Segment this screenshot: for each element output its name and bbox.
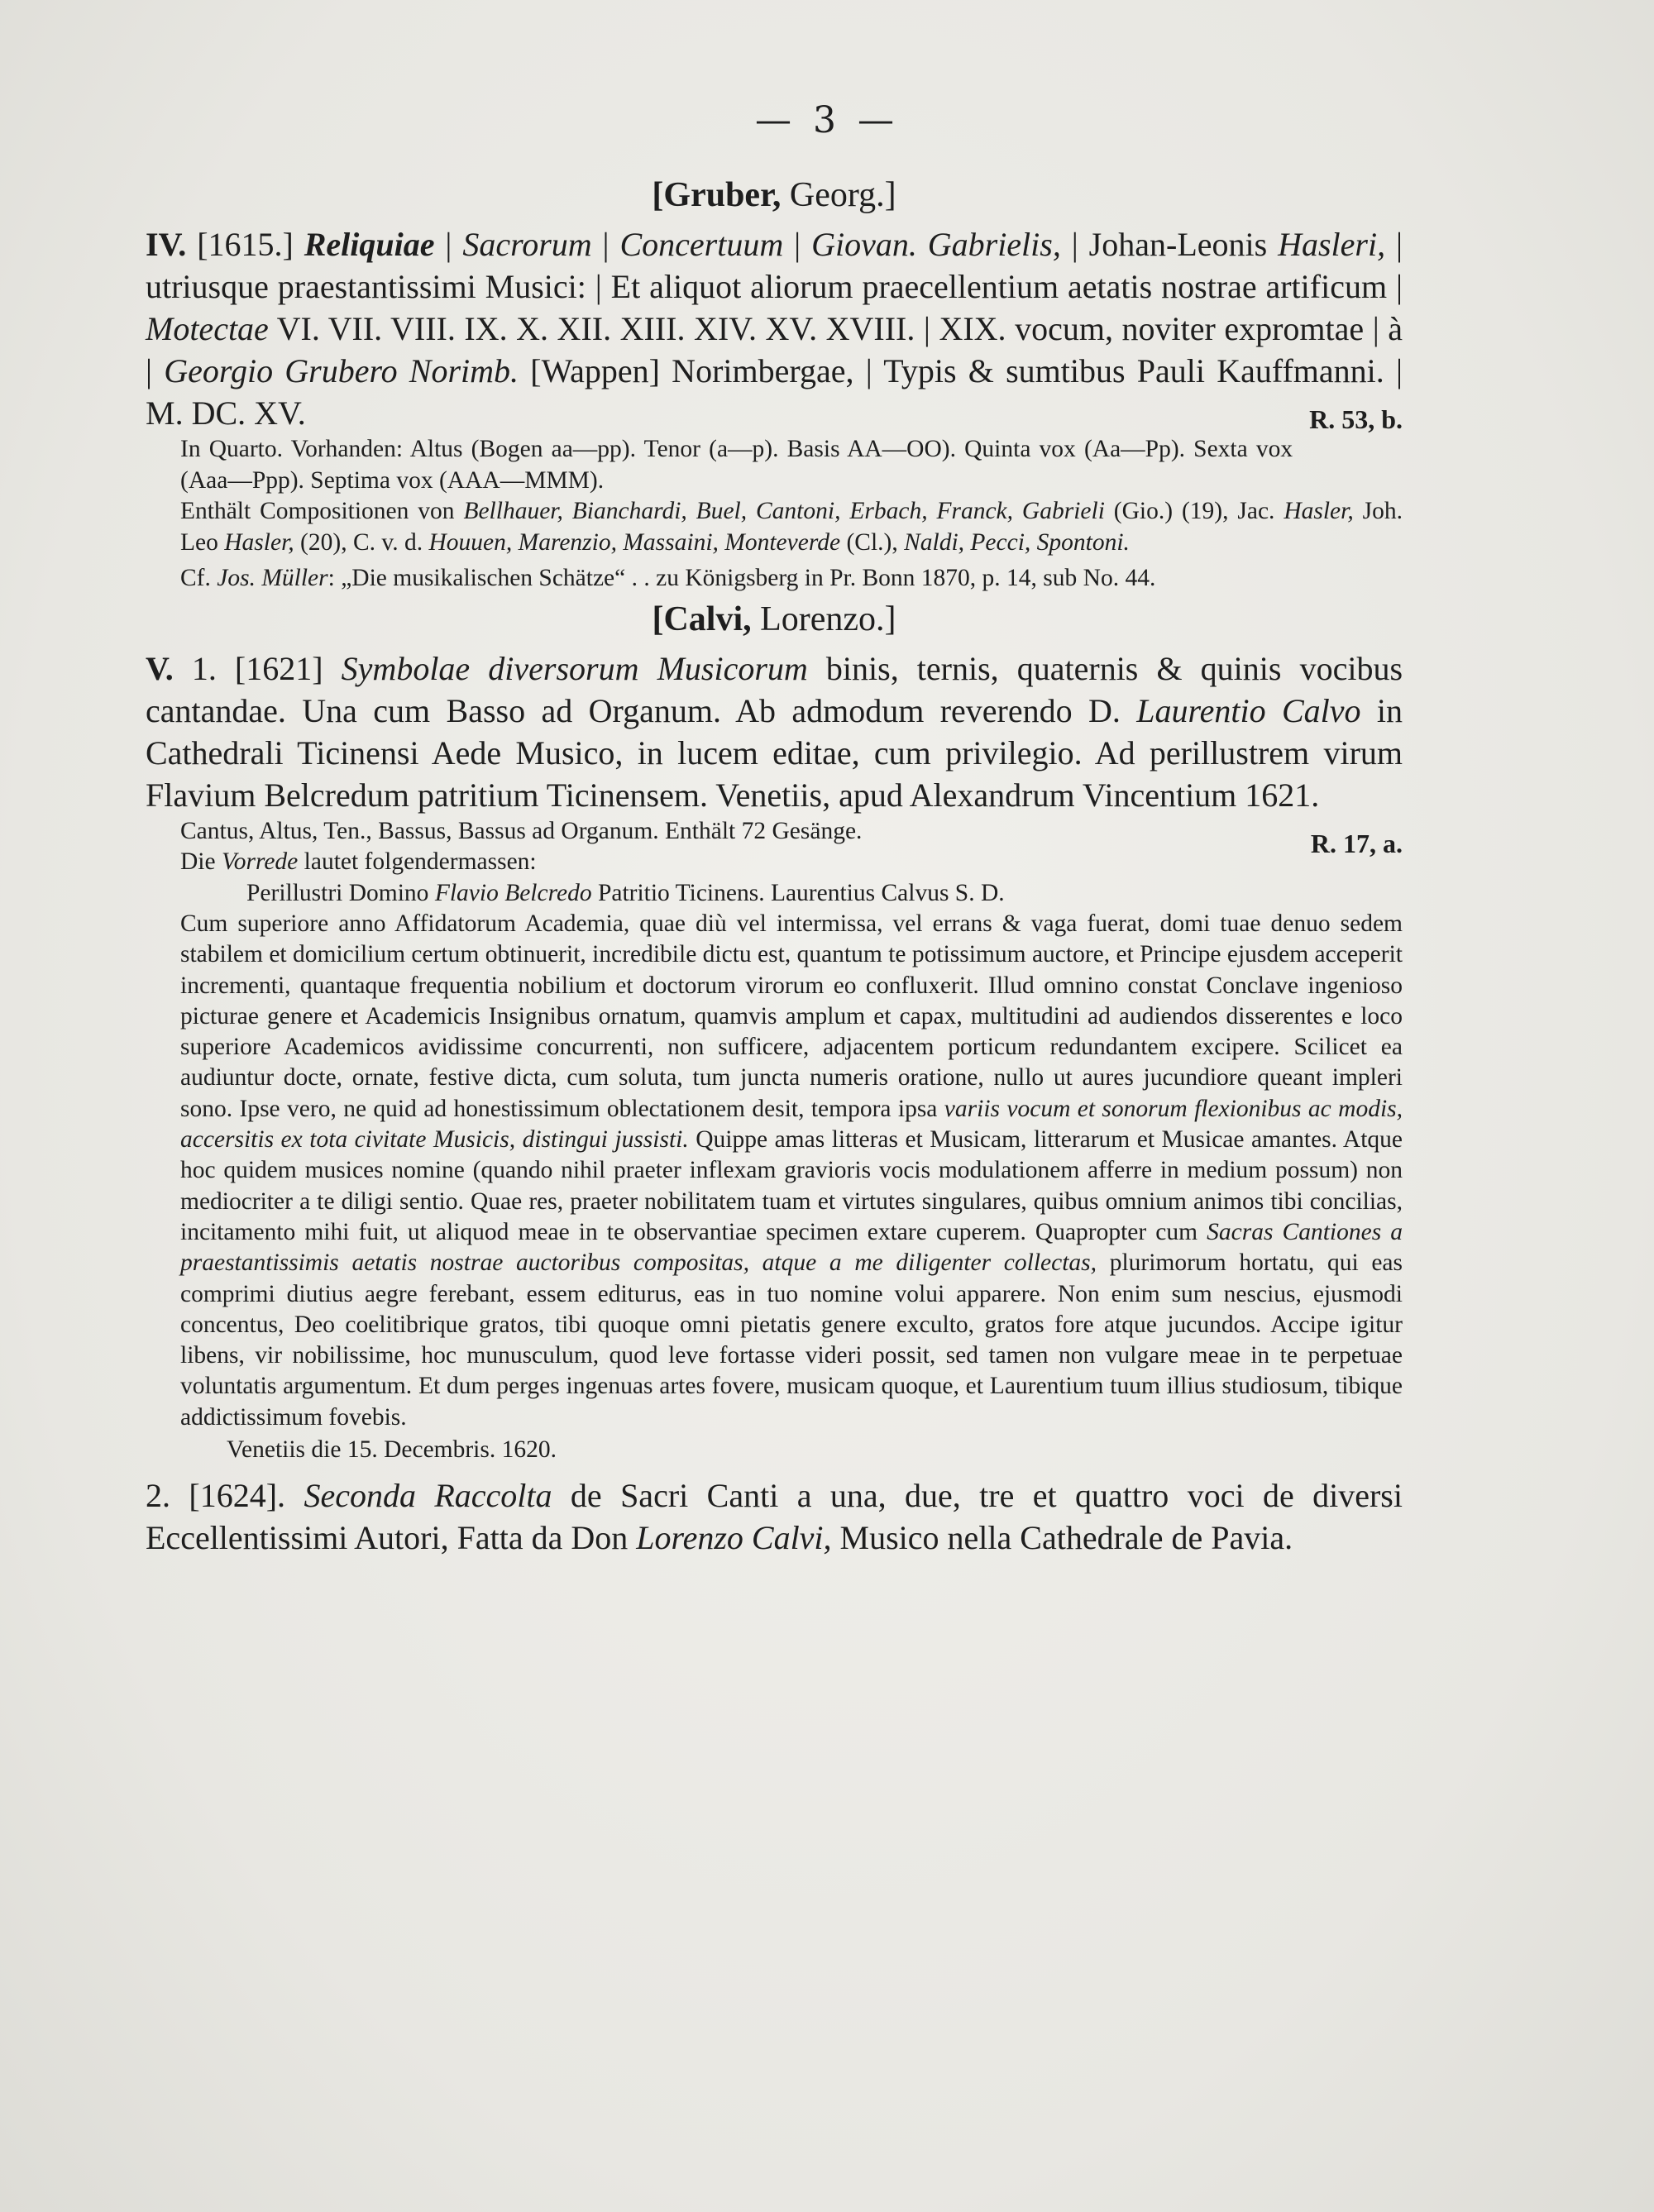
entry-iv-reference: R. 53, b. [1309,404,1403,434]
citation-author: Jos. Müller [217,565,328,591]
entry-v-1-text: binis, ternis, quaternis & quinis vocibus cantandae. Una cum Basso ad Organum. Ab admodum reverendo D. [146,649,1403,729]
entry-iv-title: Reliquiae [304,226,435,263]
entry-iv-text: | [434,226,463,263]
entry-v-1-title: Symbolae diversorum Musicorum [341,649,808,687]
entry-iv-sacrorum: Sacrorum [462,226,592,263]
heading-gruber-rest: Georg.] [781,176,896,214]
entry-v-2-title: Seconda Raccolta [304,1477,552,1515]
heading-calvi-rest: Lorenzo.] [751,600,896,638]
entry-v-1-voices: Cantus, Altus, Ten., Bassus, Bassus ad Organum. Enthält 72 Gesänge. [180,817,863,844]
entry-iv-text: | Johan-Leonis [1060,226,1279,263]
dedication-heading [146,878,1403,910]
composers-list-b: Houuen, Marenzio, Massaini, Monteverde [428,528,841,556]
entry-iv-georgio: Georgio Grubero Norimb. [164,352,519,389]
dedication-italic-2: Sacras Cantiones a praestantissimis aetatis nostrae auctoribus compositas, atque a me diligenter collectas, [180,1218,1403,1277]
citation-prefix: Cf. [180,565,218,591]
dedication-post: Patritio Ticinens. Laurentius Calvus S. D. [591,879,1005,906]
entry-iv-text: VI. VII. VIII. IX. X. XII. XIII. XIV. XV. XVIII. | XIX. vocum, noviter expromtae | à | [146,310,1403,389]
entry-iv-numeral: IV. [146,226,187,263]
composers-text: Joh. Leo [180,498,1403,556]
entry-v-1-text: in Cathedrali Ticinensi Aede Musico, in lucem editae, cum privilegio. Ad perillustrem virum Flavium Belcredum patritium Ticinensem. Venetiis, apud Alexandrum Vincentium 1621. [146,691,1403,814]
entry-v-2-number: 2. [1624]. [146,1477,304,1515]
entry-iv [146,223,1403,434]
vorrede-word: Vorrede [221,848,299,875]
composers-intro: Enthält Compositionen von [180,498,464,524]
page-content [146,170,1403,1559]
entry-iv-composers [146,496,1403,558]
composers-text: (Gio.) (19), Jac. [1104,498,1284,524]
entry-iv-concertuum: Concertuum [619,226,784,263]
author-heading-gruber [146,170,1403,220]
entry-iv-hasleri: Hasleri, [1278,226,1386,263]
entry-v-numeral: V. [146,649,174,687]
entry-v-1-number: 1. [1621] [173,649,342,687]
composers-list-c: Naldi, Pecci, Spontoni. [904,528,1130,556]
entry-iv-text: [Wappen] Norimbergae, | Typis & sumtibus Pauli Kauffmanni. | M. DC. XV. [146,352,1403,432]
entry-v-1-name: Laurentio Calvo [1136,691,1361,729]
dedication-part-2: Quippe amas litteras et Musicam, litterarum et Musicae amantes. Atque hoc quidem musices nomine (quando nihil praeter inflexam gravioris vocis modulationem afferre in medium possum) non mediocriter a te diligi sentio. Quae res, praeter nobilitatem tuam et virtutes singulares, quibus omnium animos tibi concilias, incitamento mihi fuit, ut aliquod meae in te observantiae specimen extare cuperem. Quapropter cum [180,1126,1403,1245]
entry-v-1-vorrede [146,847,1403,878]
entry-v-2-text: Musico nella Cathedrale de Pavia. [831,1519,1293,1557]
dedication-part-1: Cum superiore anno Affidatorum Academia, quae diù vel intermissa, vel errans & vaga fuerat, domi tuae denuo sedem stabilem et domicilium certum obtinuerit, incredibile dictu est, quantum te potissimum auctore, et Principe ejusdem acceperit incrementi, quantaque frequentia nobilium et doctorum virorum eo confluxerit. Illud omnino constat Conclave ingenioso picturae genere et Academicis Insignibus ornatum, quamvis amplum et capax, multitudini ad audiendos disserentes e loco superiore Academicos avidissime concurrenti, non sufficere, adjacentem porticum redundantem excipere. Scilicet ea audiuntur docte, ornate, festive dicta, cum soluta, tum juncta numeris oratione, nullo ut aures jucundiore queant impleri sono. Ipse vero, ne quid ad honestissimum oblectationem desit, tempora ipsa [180,910,1403,1122]
composers-text: (Cl.), [840,528,905,556]
composers-text: (20), C. v. d. [294,528,429,556]
composer-hasler-jac: Hasler, [1284,498,1354,524]
entry-iv-giovan: Giovan. Gabrielis, [811,226,1061,263]
author-heading-calvi [146,595,1403,644]
entry-iv-citation [146,563,1403,595]
entry-v-2-text: de Sacri Canti a una, due, tre et quattro voci de diversi Eccellentissimi Autori, Fatta da Don [146,1477,1403,1557]
dedication-italic-1: variis vocum et sonorum flexionibus ac modis, accersitis ex tota civitate Musicis, distingui jussisti. [180,1095,1403,1154]
entry-iv-text: | utriusque praestantissimi Musici: | Et aliquot aliorum praecellentium aetatis nostrae artificum | [146,226,1403,305]
vorrede-post: lautet folgendermassen: [298,848,537,875]
dedication-pre: Perillustri Domino [246,879,435,906]
entry-v-2-name: Lorenzo Calvi, [636,1519,832,1557]
heading-gruber-bold: [Gruber, [652,176,782,214]
composer-hasler-leo: Hasler, [224,528,294,556]
entry-iv-text: | [783,226,812,263]
composers-list-a: Bellhauer, Bianchardi, Buel, Cantoni, Erbach, Franck, Gabrieli [463,498,1105,524]
dedication-text [146,909,1403,1433]
page-number: — 3 — [755,99,899,141]
dedication-part-3: plurimorum hortatu, qui eas comprimi diutius aegre ferebant, essem editurus, eas in tuo nomine volui apparere. Non enim sum nescius, ejusmodi concentus, Deo coelitibrique gratos, tibi quoque omni pietatis genere exculto, gratos fore atque jucundos. Accipe igitur libens, vir nobilissime, hoc munusculum, quod leve fortasse videri possit, sed tamen non vulgare meae in te perpetuae voluntatis argumentum. Et dum perges ingenuas artes fovere, musicam quoque, et Laurentium tuum illius studiosum, tibique addictissimum fovebis. [180,1249,1403,1431]
vorrede-pre: Die [180,848,222,875]
entry-iv-year: [1615.] [186,226,304,263]
dedication-date: Venetiis die 15. Decembris. 1620. [227,1436,557,1464]
entry-iv-text: | [591,226,620,263]
citation-text: : „Die musikalischen Schätze“ . . zu Königsberg in Pr. Bonn 1870, p. 14, sub No. 44. [327,565,1156,591]
entry-iv-motectae: Motectae [146,310,269,347]
dedication-name: Flavio Belcredo [434,879,592,906]
entry-v-2 [146,1474,1403,1559]
entry-v-1-reference: R. 17, a. [1310,828,1403,858]
entry-iv-holdings: In Quarto. Vorhanden: Altus (Bogen aa—pp). Tenor (a—p). Basis AA—OO). Quinta vox (Aa—Pp). Sexta vox (Aaa—Ppp). Septima vox (AAA—MMM). [180,436,1293,494]
heading-calvi-bold: [Calvi, [652,600,752,638]
